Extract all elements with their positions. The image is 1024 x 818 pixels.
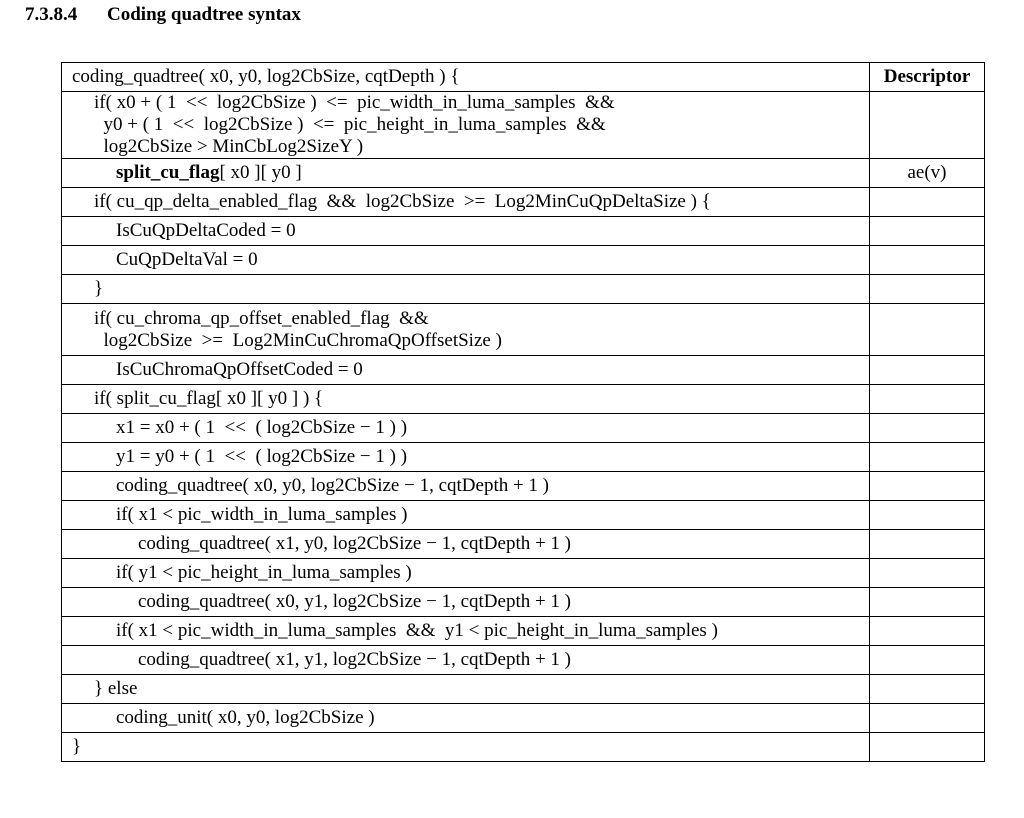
descriptor-cell [870,472,985,501]
syntax-code-cell [62,704,870,733]
syntax-code-line: log2CbSize > MinCbLog2SizeY ) [94,136,364,157]
syntax-table [61,62,985,762]
descriptor-cell [870,675,985,704]
syntax-code-line: if( cu_chroma_qp_offset_enabled_flag && [94,307,429,329]
syntax-element-args: [ x0 ][ y0 ] [219,162,302,183]
descriptor-cell [870,530,985,559]
syntax-code-cell [62,646,870,675]
descriptor-cell [870,188,985,217]
descriptor-cell [870,646,985,675]
syntax-row [62,385,985,414]
descriptor-cell [870,356,985,385]
syntax-code-line: CuQpDeltaVal = 0 [116,249,258,270]
descriptor-cell [870,275,985,304]
syntax-code-line: coding_quadtree( x0, y0, log2CbSize − 1, cqtDepth + 1 ) [116,475,550,496]
syntax-code-line: coding_quadtree( x0, y1, log2CbSize − 1, cqtDepth + 1 ) [138,591,572,612]
descriptor-header: Descriptor [870,63,985,92]
syntax-row [62,356,985,385]
section-number: 7.3.8.4 [25,4,78,25]
descriptor-cell [870,588,985,617]
syntax-row [62,275,985,304]
syntax-code-cell [62,501,870,530]
syntax-code-cell [62,472,870,501]
syntax-code-cell [62,414,870,443]
syntax-code-cell [62,559,870,588]
syntax-code-line: if( split_cu_flag[ x0 ][ y0 ] ) { [94,388,324,409]
syntax-code-line [116,162,863,184]
syntax-row [62,559,985,588]
syntax-code-cell [62,92,870,159]
syntax-code-line: if( x1 < pic_width_in_luma_samples && y1 < pic_height_in_luma_samples ) [116,620,718,641]
descriptor-cell [870,385,985,414]
descriptor-cell [870,443,985,472]
syntax-code-line: if( x0 + ( 1 << log2CbSize ) <= pic_width_in_luma_samples && [94,92,615,113]
syntax-code-line: if( x1 < pic_width_in_luma_samples ) [116,504,408,525]
descriptor-cell [870,559,985,588]
syntax-code-line: x1 = x0 + ( 1 << ( log2CbSize − 1 ) ) [116,417,408,438]
syntax-code-cell [62,588,870,617]
syntax-row [62,501,985,530]
syntax-code-cell [62,159,870,188]
syntax-row [62,733,985,762]
syntax-code-cell [62,617,870,646]
syntax-row [62,675,985,704]
syntax-code-cell [62,217,870,246]
syntax-row [62,646,985,675]
descriptor-cell [870,304,985,356]
syntax-row [62,92,985,159]
section-title: Coding quadtree syntax [107,4,301,25]
descriptor-cell: ae(v) [870,159,985,188]
syntax-code-line: if( cu_qp_delta_enabled_flag && log2CbSize >= Log2MinCuQpDeltaSize ) { [94,191,711,212]
syntax-code-line: y0 + ( 1 << log2CbSize ) <= pic_height_in_luma_samples && [94,114,606,135]
syntax-row [62,188,985,217]
syntax-code-cell [62,675,870,704]
syntax-row [62,304,985,356]
syntax-code-cell [62,63,870,92]
syntax-code-line: } else [94,678,138,699]
syntax-code-line: coding_quadtree( x0, y0, log2CbSize, cqtDepth ) { [72,66,460,87]
syntax-element-name: split_cu_flag [116,162,220,183]
syntax-code-line: coding_unit( x0, y0, log2CbSize ) [116,707,375,728]
syntax-code-line: coding_quadtree( x1, y0, log2CbSize − 1, cqtDepth + 1 ) [138,533,572,554]
syntax-row [62,217,985,246]
descriptor-cell [870,246,985,275]
syntax-row [62,472,985,501]
syntax-code-cell [62,246,870,275]
syntax-code-cell [62,385,870,414]
syntax-code-cell [62,275,870,304]
syntax-code-line: y1 = y0 + ( 1 << ( log2CbSize − 1 ) ) [116,446,408,467]
syntax-row [62,63,985,92]
syntax-code-line: coding_quadtree( x1, y1, log2CbSize − 1, cqtDepth + 1 ) [138,649,572,670]
descriptor-cell [870,704,985,733]
descriptor-cell [870,617,985,646]
syntax-code-cell [62,733,870,762]
syntax-code-line: log2CbSize >= Log2MinCuChromaQpOffsetSize ) [94,329,502,351]
syntax-row [62,246,985,275]
syntax-code-line: IsCuChromaQpOffsetCoded = 0 [116,359,363,380]
syntax-table-body [62,63,985,762]
syntax-row [62,588,985,617]
syntax-row [62,704,985,733]
descriptor-cell [870,733,985,762]
syntax-code-cell [62,188,870,217]
syntax-row [62,530,985,559]
syntax-code-cell [62,443,870,472]
syntax-row [62,443,985,472]
syntax-code-cell [62,530,870,559]
syntax-row [62,159,985,188]
section-heading [25,4,301,26]
descriptor-cell [870,217,985,246]
descriptor-cell [870,501,985,530]
syntax-code-line: IsCuQpDeltaCoded = 0 [116,220,296,241]
descriptor-cell [870,414,985,443]
syntax-code-line: if( y1 < pic_height_in_luma_samples ) [116,562,412,583]
descriptor-cell [870,92,985,159]
syntax-row [62,617,985,646]
syntax-code-cell [62,356,870,385]
syntax-code-line: } [72,736,82,757]
syntax-row [62,414,985,443]
syntax-code-cell [62,304,870,356]
syntax-code-line: } [94,278,104,299]
